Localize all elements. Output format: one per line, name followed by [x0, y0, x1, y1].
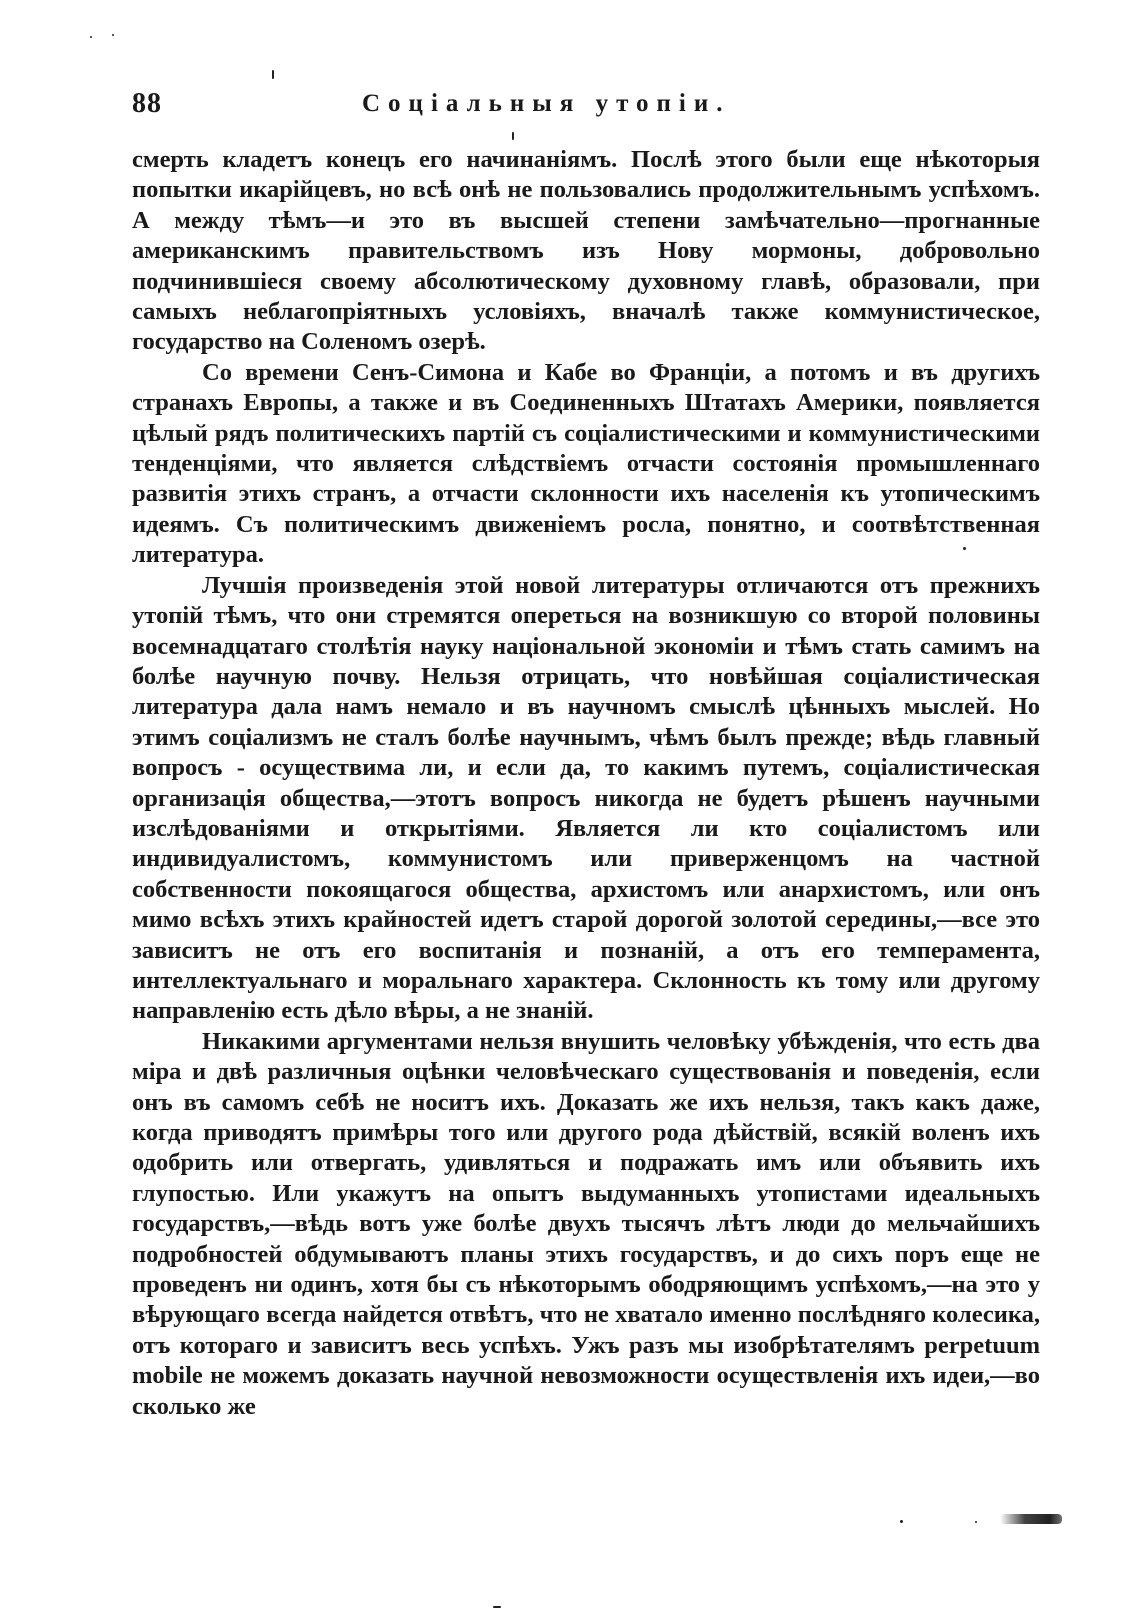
- scan-speck: [963, 547, 966, 550]
- running-title: Соціальныя утопіи.: [362, 90, 731, 117]
- paragraph-3: Лучшія произведенія этой новой литературы отличаются отъ прежнихъ утопій тѣмъ, что они стремятся опереться на возникшую со второй половины восемнадцатаго столѣтія науку національной экономіи и тѣмъ стать самимъ на болѣе научную почву. Нельзя отрицать, что новѣйшая соціалистическая литература дала намъ немало и въ научномъ смыслѣ цѣнныхъ мыслей. Но этимъ соціализмъ не сталъ болѣе научнымъ, чѣмъ былъ прежде; вѣдь главный вопросъ - осуществима ли, и если да, то какимъ путемъ, соціалистическая организація общества,—этотъ вопросъ никогда не будетъ рѣшенъ научными изслѣдованіями и открытіями. Является ли кто соціалистомъ или индивидуалистомъ, коммунистомъ или приверженцомъ на частной собственности покоящагося общества, архистомъ или анархистомъ, или онъ мимо всѣхъ этихъ крайностей идетъ старой дорогой золотой середины,—все это зависитъ не отъ его воспитанія и познаній, а отъ его темперамента, интеллектуальнаго и моральнаго характера. Склонность къ тому или другому направленію есть дѣло вѣры, а не знаній.: [132, 571, 1040, 1025]
- paragraph-4: Никакими аргументами нельзя внушить человѣку убѣжденія, что есть два міра и двѣ различныя оцѣнки человѣческаго существованія и поведенія, если онъ въ самомъ себѣ не носитъ ихъ. Доказать же ихъ нельзя, такъ какъ даже, когда приводятъ примѣры того или другого рода дѣйствій, всякій воленъ ихъ одобрить или отвергать, удивляться и подражать имъ или объявить ихъ глупостью. Или укажутъ на опытъ выдуманныхъ утопистами идеальныхъ государствъ,—вѣдь вотъ уже болѣе двухъ тысячъ лѣтъ люди до мельчайшихъ подробностей обдумываютъ планы этихъ государствъ, и до сихъ поръ еще не проведенъ ни одинъ, хотя бы съ нѣкоторымъ ободряющимъ успѣхомъ,—на это у вѣрующаго всегда найдется отвѣтъ, что не хватало именно послѣдняго колесика, отъ котораго и зависитъ весь успѣхъ. Ужъ разъ мы изобрѣтателямъ perpetuum mobile не можемъ доказать научной невозможности осуществленія ихъ идеи,—во сколько же: [132, 1027, 1040, 1420]
- page-header: [132, 88, 1040, 128]
- scan-speck: [975, 1521, 977, 1523]
- scan-speck: [493, 1606, 501, 1608]
- scan-speck: [900, 1520, 903, 1523]
- page-number: 88: [132, 88, 162, 119]
- body-text: [132, 145, 1040, 1422]
- scan-speck: [512, 132, 514, 140]
- scan-smudge: [1000, 1514, 1062, 1524]
- paragraph-2: Со времени Сенъ-Симона и Кабе во Франціи, а потомъ и въ другихъ странахъ Европы, а также и въ Соединенныхъ Штатахъ Америки, появляется цѣлый рядъ политическихъ партій съ соціалистическими и коммунистическими тенденціями, что является слѣдствіемъ отчасти состоянія промышленнаго развитія этихъ странъ, а отчасти склонности ихъ населенія къ утопическимъ идеямъ. Съ политическимъ движеніемъ росла, понятно, и соотвѣтственная литература.: [132, 358, 1040, 569]
- scan-speck: [112, 34, 114, 36]
- scan-speck: [90, 36, 92, 38]
- scan-speck: [272, 70, 274, 79]
- paragraph-1: смерть кладетъ конецъ его начинаніямъ. Послѣ этого были еще нѣкоторыя попытки икарійцевъ, но всѣ онѣ не пользовались продолжительнымъ успѣхомъ. А между тѣмъ—и это въ высшей степени замѣчательно—прогнанные американскимъ правительствомъ изъ Нову мормоны, добровольно подчинившіеся своему абсолютическому духовному главѣ, образовали, при самыхъ неблагопріятныхъ условіяхъ, вначалѣ также коммунистическое, государство на Соленомъ озерѣ.: [132, 146, 1040, 356]
